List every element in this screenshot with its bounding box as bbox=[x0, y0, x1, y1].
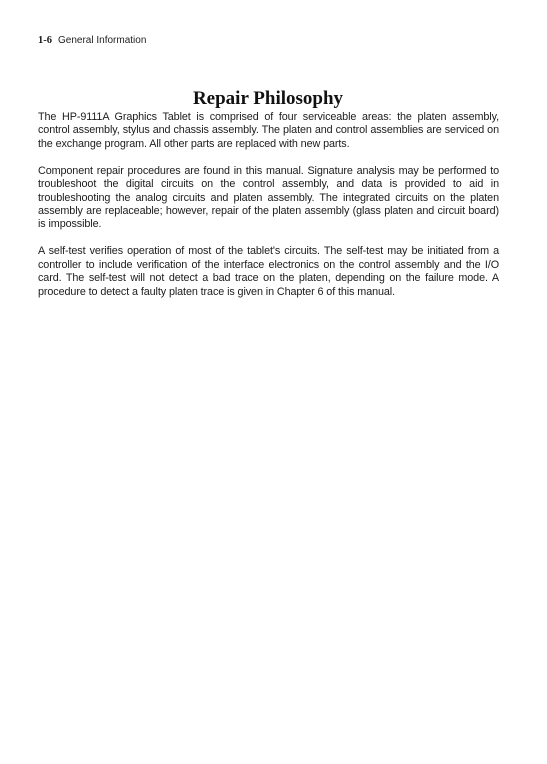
page-title: Repair Philosophy bbox=[192, 88, 344, 109]
page-number: 1-6 bbox=[38, 35, 52, 46]
running-header bbox=[38, 34, 146, 48]
paragraph-serviceable-areas: The HP-9111A Graphics Tablet is comprised of four serviceable areas: the platen assembly, control assembly, stylus and chassis assembly. The platen and control assemblies are serviced on the exchange program. All other parts are replaced with new parts. bbox=[38, 111, 499, 150]
body-text bbox=[38, 111, 499, 313]
paragraph-self-test: A self-test verifies operation of most of the tablet's circuits. The self-test may be initiated from a controller to include verification of the interface electronics on the control assembly and the I/O card. The self-test will not detect a bad trace on the platen, depending on the failure mode. A procedure to detect a faulty platen trace is given in Chapter 6 of this manual. bbox=[38, 245, 499, 298]
section-name: General Information bbox=[58, 35, 147, 46]
paragraph-component-repair: Component repair procedures are found in this manual. Signature analysis may be performed to troubleshoot the digital circuits on the control assembly, and data is provided to aid in troubleshooting the analog circuits and platen assembly. The integrated circuits on the platen assembly are replaceable; however, repair of the platen assembly (glass platen and circuit board) is impossible. bbox=[38, 164, 499, 231]
